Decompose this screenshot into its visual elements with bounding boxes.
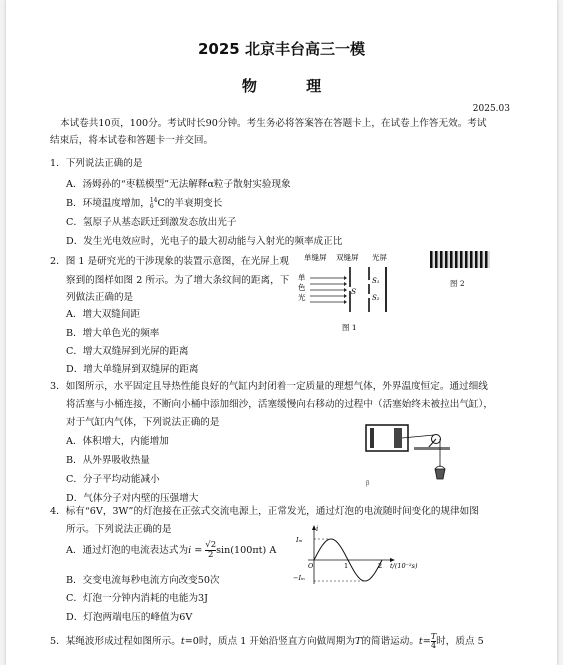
q3-option-d: D．气体分子对内壁的压强增大 [66,493,199,504]
figure-2-label: 图 2 [450,279,465,288]
q1-option-b-pre: B．环境温度增加， [66,198,150,209]
q1-option-b-post: C的半衰期变长 [157,198,223,209]
q2-stem-line-2: 察到的图样如图 2 所示。为了增大条纹间的距离，下 [66,275,290,286]
exam-date: 2025.03 [472,104,510,114]
q4-stem-line-2: 所示。下列说法正确的是 [66,524,172,535]
q5-eq1: = [422,636,431,647]
graph-label-neg-im: −Iₘ [293,574,306,582]
fig-mark: β [366,480,370,487]
graph-label-i: i [316,525,319,533]
q1-option-b [66,195,222,210]
q4-formula-sin: sin(100πt) [216,545,267,556]
q5-mid: 的简谐运动。 [361,636,419,647]
q5-stem [50,633,484,650]
q1-stem: 1．下列说法正确的是 [50,158,143,169]
intro-line-2: 结束后，将本试卷和答题卡一并交回。 [50,135,214,146]
graph-label-origin: O [308,562,314,570]
graph-label-t: t/(10⁻²s) [390,562,418,570]
q2-option-b: B．增大单色光的频率 [66,328,160,339]
q4-formula-i: i [188,545,192,556]
label-light-3: 光 [298,293,306,302]
q5-t1: t [418,636,423,647]
q1-nuclide-mass: 14 [149,196,158,204]
q4-option-d: D．灯泡两端电压的峰值为6V [66,612,193,623]
q4-option-c: C．灯泡一分钟内消耗的电能为3J [66,593,209,604]
q5-frac-den: 4 [430,641,437,650]
graph-tick-1: 1 [344,562,349,570]
q1-option-a: A．汤姆孙的“枣糕模型”无法解释α粒子散射实验现象 [66,179,291,190]
q4-formula-numerator: √2 [205,540,217,550]
figure-1-label: 图 1 [342,323,357,332]
q2-option-c: C．增大双缝屏到光屏的距离 [66,346,189,357]
label-slit-s2: S₂ [372,294,380,302]
table-edge [414,447,450,450]
q3-option-a: A．体积增大，内能增加 [66,436,169,447]
q1-nuclide-charge: 6 [149,202,154,210]
piston [394,428,402,448]
q4-formula-denominator: 2 [207,550,214,560]
q3-stem-line-1: 3．如图所示，水平固定且导热性能良好的气缸内封闭着一定质量的理想气体，外界温度恒定。通过细线 [50,381,488,392]
q3-stem-line-2: 将活塞与小桶连接，不断向小桶中添加细沙，活塞缓慢向右移动的过程中（活塞始终未被拉出气缸）， [66,399,493,410]
q2-stem-line-1: 2．图 1 是研究光的干涉现象的装置示意图，在光屏上观 [50,256,289,267]
graph-tick-2: 2 [378,562,383,570]
graph-label-im: Iₘ [296,536,303,544]
q1-option-c: C．氢原子从基态跃迁到激发态放出光子 [66,217,237,228]
q3-option-b: B．从外界吸收热量 [66,455,150,466]
q5-t0: t [180,636,185,647]
q1-option-d: D．发生光电效应时，光电子的最大初动能与入射光的频率成正比 [66,236,343,247]
subject-title: 物 理 [241,77,344,95]
q4-stem-line-1: 4．标有“6V，3W”的灯泡接在正弦式交流电源上，正常发光，通过灯泡的电流随时间变化的规律如图 [50,506,479,517]
page-title: 2025 北京丰台高三一模 [198,40,365,58]
incident-light-rays [310,278,344,302]
q5-eq0: =0时，质点 1 开始沿竖直方向做周期为 [184,636,355,647]
q3-option-c: C．分子平均动能减小 [66,474,160,485]
q2-figure-2-fringes [430,251,490,268]
q2-option-a: A．增大双缝间距 [66,309,141,320]
q4-option-a: A．通过灯泡的电流表达式为i = $\frac{√2}{2}$ sin(100πt) A [66,540,277,560]
label-slit-s: S [351,287,357,296]
label-slit-s1: S₁ [372,277,380,285]
intro-line-1: 本试卷共10页，100分。考试时长90分钟。考生务必将答案答在答题卡上，在试卷上作答无效。考试 [60,118,487,129]
q4-formula-unit: A [269,545,277,556]
q2-stem-line-3: 列做法正确的是 [66,292,134,303]
q4-current-graph [292,524,442,586]
q2-option-d: D．增大单缝屏到双缝屏的距离 [66,364,199,375]
q3-stem-line-3: 对于气缸内气体，下列说法正确的是 [66,417,220,428]
label-double-slit-screen: 双缝屏 [336,253,359,262]
q3-figure-cylinder [358,413,458,488]
q4-option-b: B．交变电流每秒电流方向改变50次 [66,575,220,586]
ray-arrowheads [344,276,347,304]
q5-end: 时，质点 5 [436,636,484,647]
q5-frac-num: T [430,632,437,641]
bucket [435,469,445,479]
string-horizontal [402,435,434,438]
q5-period-T: T [354,636,362,647]
label-light-2: 色 [298,283,306,292]
cylinder-base-wall [370,428,374,448]
label-light-screen: 光屏 [372,253,387,262]
exam-page [6,0,557,665]
q2-figure-1 [288,250,416,335]
q5-stem-pre: 5．某绳波形成过程如图所示。 [50,636,181,647]
label-single-slit-screen: 单缝屏 [304,253,327,262]
q4-option-a-pre: A．通过灯泡的电流表达式为 [66,545,189,556]
label-light-1: 单 [298,273,306,282]
